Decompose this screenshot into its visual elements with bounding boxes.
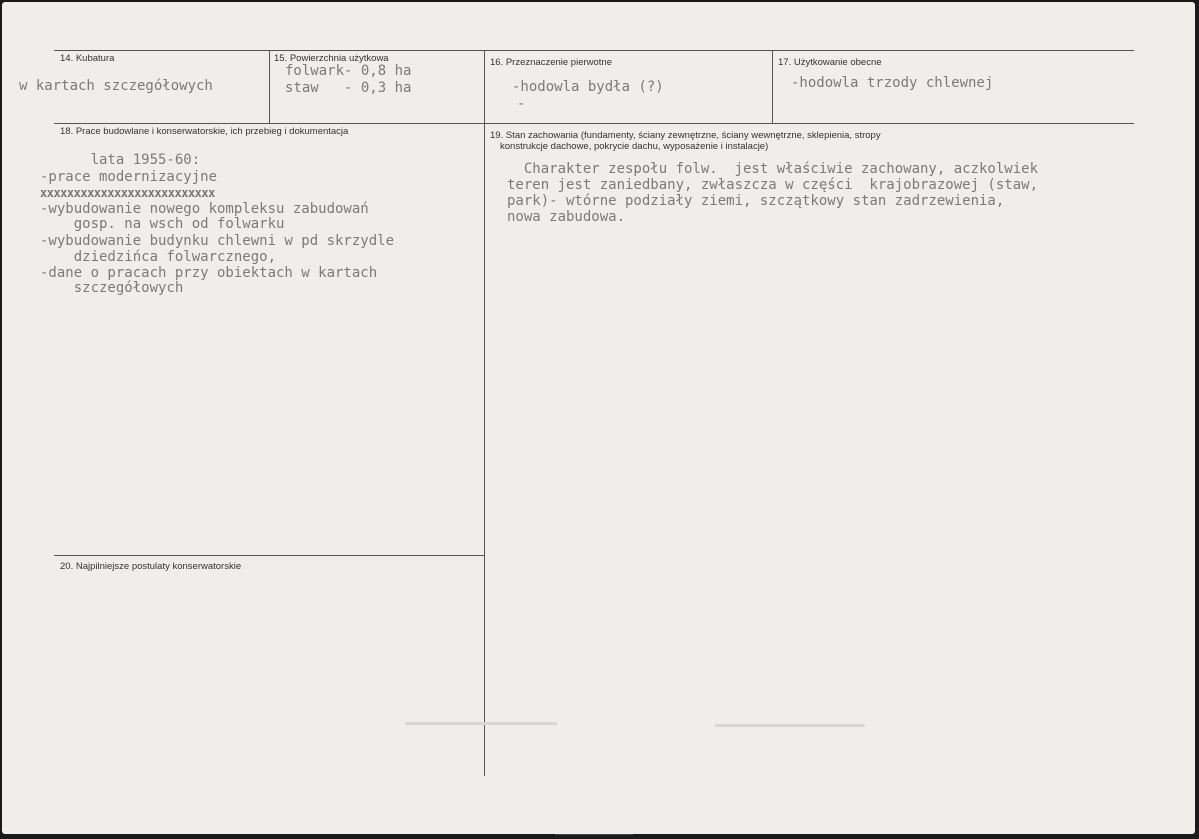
divider-16-17 — [772, 50, 773, 123]
field-18-line-8: -dane o pracach przy obiektach w kartach — [40, 265, 378, 281]
top-rule — [54, 50, 1134, 51]
field-19-label-line-1: 19. Stan zachowania (fundamenty, ściany zewnętrzne, ściany wewnętrzne, sklepienia, stropy — [490, 130, 881, 141]
field-18-line-5: gosp. na wsch od folwarku — [40, 216, 285, 232]
field-15-line-1: folwark- 0,8 ha — [285, 63, 412, 79]
field-15-label: 15. Powierzchnia użytkowa — [274, 53, 389, 64]
field-18-label: 18. Prace budowlane i konserwatorskie, ich przebieg i dokumentacja — [60, 126, 349, 137]
field-16-line-2: - — [517, 96, 526, 112]
divider-14-15 — [269, 50, 270, 123]
field-18-line-7: dziedzińca folwarcznego, — [40, 249, 277, 265]
field-18-line-4: -wybudowanie nowego kompleksu zabudowań — [40, 201, 369, 217]
field-18-struck-line: xxxxxxxxxxxxxxxxxxxxxxxxxx — [40, 186, 215, 200]
row1-bottom-rule — [54, 123, 1134, 124]
divider-15-16 — [484, 50, 485, 776]
field-17-label: 17. Użytkowanie obecne — [778, 57, 882, 68]
field-15-line-2: staw - 0,3 ha — [285, 80, 412, 96]
section20-top-rule — [54, 555, 485, 556]
field-16-label: 16. Przeznaczenie pierwotne — [490, 57, 612, 68]
bottom-fold-mark — [555, 834, 633, 835]
field-19-label-line-2: konstrukcje dachowe, pokrycie dachu, wyposażenie i instalacje) — [500, 141, 769, 152]
field-17-value: -hodowla trzody chlewnej — [791, 75, 994, 91]
bleed-mark — [715, 724, 865, 727]
field-20-label: 20. Najpilniejsze postulaty konserwatorskie — [60, 561, 242, 572]
field-18-line-9: szczegółowych — [40, 280, 184, 296]
field-18-line-2: -prace modernizacyjne — [40, 169, 218, 185]
field-18-line-1: lata 1955-60: — [40, 152, 201, 168]
field-19-line-2: teren jest zaniedbany, zwłaszcza w części krajobrazowej (staw, — [507, 177, 1039, 193]
field-18-line-6: -wybudowanie budynku chlewni w pd skrzydle — [40, 233, 395, 249]
field-14-value: w kartach szczegółowych — [19, 78, 213, 94]
field-14-label: 14. Kubatura — [60, 53, 115, 64]
record-card — [2, 2, 1195, 834]
field-19-line-4: nowa zabudowa. — [507, 209, 626, 225]
field-16-line-1: -hodowla bydła (?) — [512, 79, 664, 95]
field-19-line-1: Charakter zespołu folw. jest właściwie zachowany, aczkolwiek — [507, 161, 1039, 177]
field-19-line-3: park)- wtórne podziały ziemi, szczątkowy stan zadrzewienia, — [507, 193, 1005, 209]
bleed-mark — [405, 722, 557, 725]
